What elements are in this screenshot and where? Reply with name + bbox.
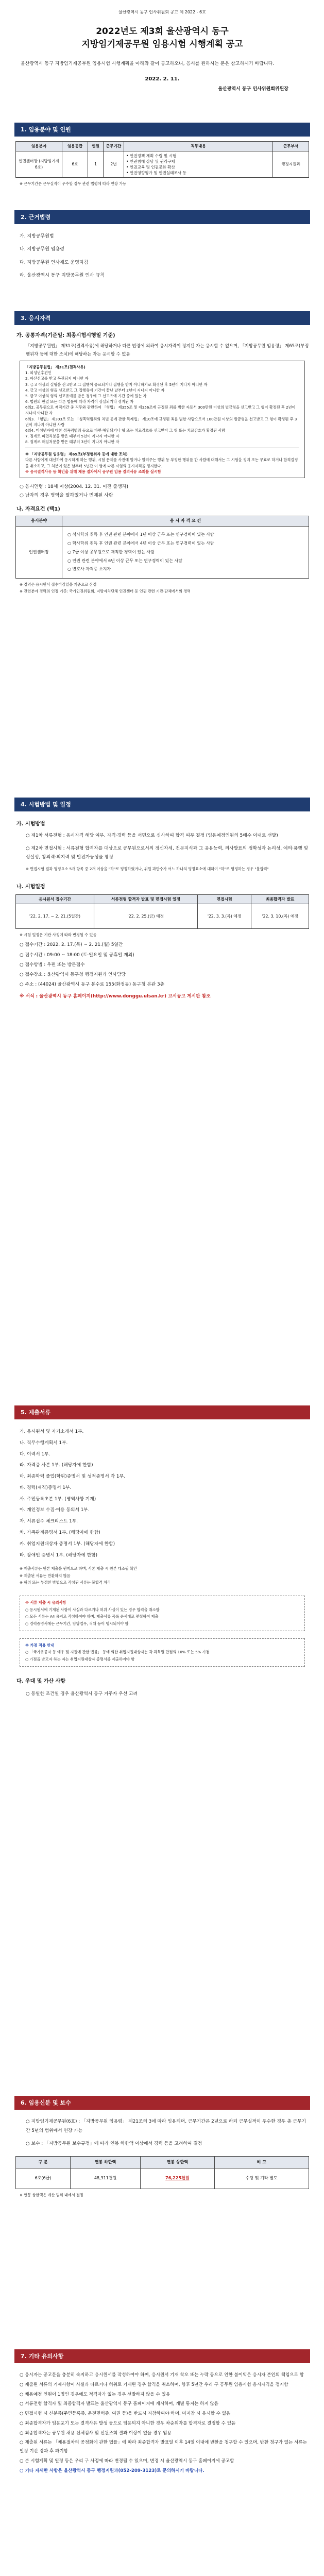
section-3-title: 3. 응시자격 [14,311,310,325]
caution-item: ○ 응시자는 공고문을 충분히 숙지하고 응시원서를 작성하여야 하며, 응시원서 기재 착오 또는 누락 등으로 인한 불이익은 응시자 본인의 책임으로 함 [20,2372,304,2378]
caution-item: ○ 최종합격자는 공무원 채용 신체검사 및 신원조회 결과 이상이 없을 경우 임용 [20,2430,172,2436]
table-cell: 인권센터장 (지방임기제 6호) [16,151,62,178]
paragraph: ○ 제1차 서류전형 : 응시자격 해당 여부, 자격·경력 등을 서면으로 심사하여 합격 여부 결정 (임용예정인원의 5배수 이내로 선발) [26,833,278,838]
table-cell: '22. 2. 25.(금) 예정 [94,904,197,929]
note: ※ 시험 일정은 기관 사정에 따라 변경될 수 있음 [20,933,97,938]
duties-cell: • 인권정책 계획 수립 및 시행 • 인권침해 상담 및 권리구제 • 인권교육 및 인권문화 확산 • 인권영향평가 및 인권실태조사 등 [124,151,273,178]
section-7-body [15,2370,309,2476]
table-cell [141,2168,214,2189]
section-1-title: 1. 임용분야 및 인원 [14,123,310,137]
table-cell: '22. 2. 17. ~ 2. 21.(5일간) [16,904,94,929]
document-item: 나. 직무수행계획서 1부. [20,1440,68,1446]
table-header: 응시원서 접수기간 [16,894,94,904]
notice-number: 울산광역시 동구 인사위원회 공고 제 2022 - 6호 [118,10,206,14]
table-header: 응시분야 [16,516,62,527]
paragraph: ※ 면접시험 결과 평정요소 5개 항목 중 2개 이상을 "하"로 평정하였거나, 위원 과반수가 어느 하나의 평정요소에 대하여 "하"로 평정하는 경우 "불합격" [26,866,269,871]
section-4-body [15,817,309,1002]
notice-date: 2022. 2. 11. [145,76,180,82]
document-item: 차. 가족관계증명서 1부. (해당자에 한함) [20,1530,100,1536]
bonus-notice-box: ※ 가점 적용 안내 ○ 「국가유공자 등 예우 및 지원에 관한 법률」 등에 의한 취업지원대상자는 각 과목별 만점의 10% 또는 5% 가점 ○ 가점을 받고자 하는 자는 취업지원대상자 증명서를 제출하여야 함 [20,1638,305,1667]
section-1-note: ※ 근무기간은 근무실적이 우수할 경우 관련 법령에 따라 연장 가능 [20,181,127,187]
note: ※ 관련분야 경력의 인정 기준: 국가인권위원회, 지방자치단체 인권센터 등 인권 관련 기관·단체에서의 경력 [20,589,191,594]
bullet: ○ 접수시간 : 09:00 ~ 18:00 (토·일요일 및 공휴일 제외) [20,952,134,958]
document-item: 가. 응시원서 및 자기소개서 1부. [20,1429,84,1434]
section-4-title: 4. 시험방법 및 일정 [14,798,310,811]
note: ※ 제출된 서류는 반환하지 않음 [20,1573,71,1578]
sub-heading: 나. 자격요건 (택1) [16,506,60,513]
document-item: 라. 자격증 사본 1부. (해당자에 한함) [20,1463,93,1468]
document-item: 사. 주민등록초본 1부. (병역사항 기재) [20,1496,96,1502]
section-5-body [15,1426,309,1701]
section-3-body [15,330,309,596]
bullet: ○ 주소 : (44024) 울산광역시 동구 봉수로 155(화정동) 동구청 본관 3층 [20,981,165,987]
table-header: 임용분야 [16,142,62,151]
sub-heading: 가. 공통자격(기준일: 최종시험시행일 기준) [16,333,115,338]
contact-info: ○ 기타 자세한 사항은 울산광역시 동구 행정지원과(052-209-3123)로 문의하시기 바랍니다. [20,2468,204,2473]
note: ※ 연봉 상한액은 예산 범위 내에서 결정 [20,2192,83,2197]
document-item: 타. 장애인 증명서 1부. (해당자에 한함) [20,1552,98,1558]
sub-heading: 나. 시험일정 [16,884,45,890]
table-row [16,904,309,929]
table-header: 연봉 하한액 [71,2156,141,2168]
section-6-title: 6. 임용신분 및 보수 [14,2096,310,2110]
table-cell: 6호 [62,151,88,178]
section-7-title: 7. 기타 유의사항 [14,2349,310,2363]
paragraph: ○ 보수 : 「지방공무원 보수규정」에 따라 연봉 하한액 이상에서 경력 등을 고려하여 결정 [26,2141,202,2147]
section-1-body [15,141,309,188]
caution-item: ○ 본 시험계획 및 일정 등은 우리 구 사정에 따라 변경될 수 있으며, 변경 시 울산광역시 동구 홈페이지에 공고함 [20,2458,234,2464]
salary-table [15,2156,309,2189]
table-cell: '22. 3. 10.(목) 예정 [251,904,309,929]
notice-title: 2022년도 제3회 울산광역시 동구 지방임기제공무원 임용시험 시행계획 공고 [81,26,243,50]
document-item: 다. 이력서 1부. [20,1451,50,1457]
notice-issuer: 울산광역시 동구 인사위원회위원장 [218,87,288,92]
law-item: 가. 지방공무원법 [20,234,54,239]
table-header: 임용등급 [62,142,88,151]
table-cell: 수당 및 기타 별도 [214,2168,309,2189]
law-item: 다. 지방공무원 인사제도 운영지침 [20,260,89,265]
paragraph: ○ 제2차 면접시험 : 서류전형 합격자를 대상으로 공무원으로서의 정신자세, 전문지식과 그 응용능력, 의사발표의 정확성과 논리성, 예의·품행 및 성실성, 창의력·의지력 및 발전가능성을 평정 [26,845,309,860]
document-item: 마. 최종학력 졸업(학위)증명서 및 성적증명서 각 1부. [20,1474,125,1480]
bullet: ○ 접수장소 : 울산광역시 동구청 행정지원과 인사담당 [20,972,126,977]
bullet: ○ 접수기간 : 2022. 2. 17.(목) ~ 2. 21.(월) 5일간 [20,942,123,948]
table-cell: 1 [88,151,104,178]
table-header: 근무부서 [273,142,309,151]
table-row [16,151,309,178]
law-item: 라. 울산광역시 동구 지방공무원 인사 규칙 [20,273,105,279]
document-item: 카. 취업지원대상자 증명서 1부. (해당자에 한함) [20,1541,115,1547]
table-header: 비 고 [214,2156,309,2168]
table-header: 연봉 상한액 [141,2156,214,2168]
paragraph: 「지방공무원법」 제31조(결격사유)에 해당하거나 다른 법령에 의하여 응시자격이 정지된 자는 응시할 수 없으며, 「지방공무원 임용령」 제65조(부정행위자 등에 대한 조치)에 해당하는 자는 응시할 수 없음 [26,343,309,357]
qualification-table [15,516,309,579]
table-header: 직무내용 [124,142,273,151]
section-6-body [15,2116,309,2199]
document-item: 바. 경력(재직)증명서 1부. [20,1485,72,1490]
table-row [16,2168,309,2189]
caution-item: ○ 면접시험 시 신분증(주민등록증, 운전면허증, 여권 등)을 반드시 지참하여야 하며, 미지참 시 응시할 수 없음 [20,2411,231,2416]
table-header: 면접시험 [197,894,251,904]
positions-table [15,141,309,178]
table-cell: '22. 3. 3.(목) 예정 [197,904,251,929]
table-cell: 2년 [104,151,124,178]
qualification-list: ○ 석사학위 취득 후 인권 관련 분야에서 1년 이상 근무 또는 연구경력이 있는 사람 ○ 학사학위 취득 후 인권 관련 분야에서 4년 이상 근무 또는 연구경력이 있는 사람 ○ 7급 이상 공무원으로 재직한 경력이 있는 사람 ○ 인권 관련 분야에서 6년 이상 근무 또는 연구경력이 있는 사람 ○ 변호사 자격증 소지자 [62,527,309,579]
military-requirement: ○ 남자의 경우 병역을 필하였거나 면제된 사람 [20,493,113,498]
table-cell: 6호(6급) [16,2168,71,2189]
note: ※ 제출서류는 원본 제출을 원칙으로 하며, 사본 제출 시 원본 대조필 확인 [20,1566,137,1571]
sub-heading: 가. 시험방법 [16,821,45,827]
caution-item: ○ 최종합격자가 임용포기 또는 결격사유 발생 등으로 임용되지 아니한 경우 차순위자를 합격자로 결정할 수 있음 [20,2420,236,2426]
notice-intro: 울산광역시 동구 지방임기제공무원 임용시험 시행계획을 아래와 같이 공고하오니, 응시를 원하시는 분은 참고하시기 바랍니다. [21,61,275,66]
table-header: 구 분 [16,2156,71,2168]
table-header: 근무기간 [104,142,124,151]
note: ※ 허위 또는 부정한 방법으로 작성된 서류는 불합격 처리 [20,1580,111,1585]
table-header: 인원 [88,142,104,151]
caution-item: ○ 서류전형 합격자 및 최종합격자 발표는 울산광역시 동구 홈페이지에 게시하며, 개별 통지는 하지 않음 [20,2401,219,2407]
sub-heading: 다. 우대 및 가산 사항 [16,1678,66,1684]
paragraph: ○ 지방임기제공무원(6호) : 「지방공무원 임용령」 제21조의 3에 따라 임용되며, 근무기간은 2년으로 하되 근무실적이 우수한 경우 총 근무기간 5년의 범위에서 연장 가능 [26,2119,306,2133]
disqualification-box: 「지방공무원법」 제31조(결격사유) 1. 피성년후견인 2. 파산선고를 받고 복권되지 아니한 자 3. 금고 이상의 실형을 선고받고 그 집행이 종료되거나 집행을 받지 아니하기로 확정된 후 5년이 지나지 아니한 자 4. 금고 이상의 형을 선고받고 그 집행유예 기간이 끝난 날부터 2년이 지나지 아니한 자 5. 금고 이상의 형의 선고유예를 받은 경우에 그 선고유예 기간 중에 있는 자 6. 법원의 판결 또는 다른 법률에 따라 자격이 상실되거나 정지된 자 6의2. 공무원으로 재직기간 중 직무와 관련하여 「형법」 제355조 및 제356조에 규정된 죄를 범한 자로서 300만원 이상의 벌금형을 선고받고 그 형이 확정된 후 2년이 지나지 아니한 자 6의3. 「형법」 제303조 또는 「성폭력범죄의 처벌 등에 관한 특례법」 제10조에 규정된 죄를 범한 사람으로서 100만원 이상의 벌금형을 선고받고 그 형이 확정된 후 3년이 지나지 아니한 사람 6의4. 미성년자에 대한 성폭력범죄 등으로 파면·해임되거나 형 또는 치료감호를 선고받아 그 형 또는 치료감호가 확정된 사람 7. 징계로 파면처분을 받은 때부터 5년이 지나지 아니한 자 8. 징계로 해임처분을 받은 때부터 3년이 지나지 아니한 자 ※ 「지방공무원 임용령」 제65조(부정행위자 등에 대한 조치) 다른 사람에게 대신하여 응시하게 하는 행위, 시험 문제를 사전에 알거나 알려주는 행위 등 부정한 행위를 한 사람에 대해서는 그 시험을 정지 또는 무효로 하거나 합격결정을 취소하고, 그 처분이 있은 날부터 5년간 이 영에 따른 시험의 응시자격을 정지한다. ※ 응시결격사유 등 확인을 위해 채용 절차에서 공무원 임용 결격사유 조회를 실시함 [20,361,305,478]
document-item: 자. 서류접수 체크리스트 1부. [20,1519,78,1524]
caution-item: ○ 제출된 서류의 기재사항이 사실과 다르거나 허위로 기재된 경우 합격을 취소하며, 향후 5년간 우리 구 공무원 임용시험 응시자격을 정지함 [20,2382,288,2387]
age-requirement: ○ 응시연령 : 18세 이상(2004. 12. 31. 이전 출생자) [20,484,128,489]
section-2-title: 2. 근거법령 [14,210,310,224]
submission-notice-box: ※ 서류 제출 시 유의사항 ○ 응시원서에 기재된 사항이 사실과 다르거나 허위 사실이 있는 경우 합격을 취소함 ○ 모든 서류는 A4 용지로 작성하여야 하며, 제출서류 목록 순서대로 편철하여 제출 ○ 경력증명서에는 근무기간, 담당업무, 직위 등이 명시되어야 함 [20,1596,305,1631]
schedule-table [15,894,309,929]
section-2-body [15,230,309,283]
paragraph: ○ 동일한 조건일 경우 울산광역시 동구 거주자 우선 고려 [26,1691,138,1697]
table-cell: 48,311천원 [71,2168,141,2189]
document-item: 아. 개인정보 수집·이용 동의서 1부. [20,1507,90,1513]
homepage-notice: ※ 서식 : 울산광역시 동구 홈페이지(http://www.donggu.ulsan.kr) 고시공고 게시판 참조 [20,994,211,999]
table-row [16,527,309,579]
note: ※ 경력은 응시원서 접수마감일을 기준으로 산정 [20,582,97,587]
table-cell: 인권센터장 [16,527,62,579]
table-header: 응 시 자 격 요 건 [62,516,309,527]
law-item: 나. 지방공무원 임용령 [20,247,64,252]
salary-max: 76,225천원 [165,2176,190,2181]
caution-item: ○ 제출된 서류는 「채용절차의 공정화에 관한 법률」에 따라 최종합격자 발표일 이후 14일 이내에 반환을 청구할 수 있으며, 반환 청구가 없는 서류는 일정 기간 경과 후 파기함 [20,2440,307,2454]
caution-item: ○ 채용예정 인원이 1명인 경우에도 적격자가 없는 경우 선발하지 않을 수 있음 [20,2392,170,2397]
table-header: 서류전형 합격자 발표 및 면접시험 일정 [94,894,197,904]
bullet: ○ 접수방법 : 우편 또는 방문접수 [20,962,85,968]
section-5-title: 5. 제출서류 [14,1405,310,1419]
notice-header [15,9,309,93]
table-cell: 행정지원과 [273,151,309,178]
table-header: 최종합격자 발표 [251,894,309,904]
